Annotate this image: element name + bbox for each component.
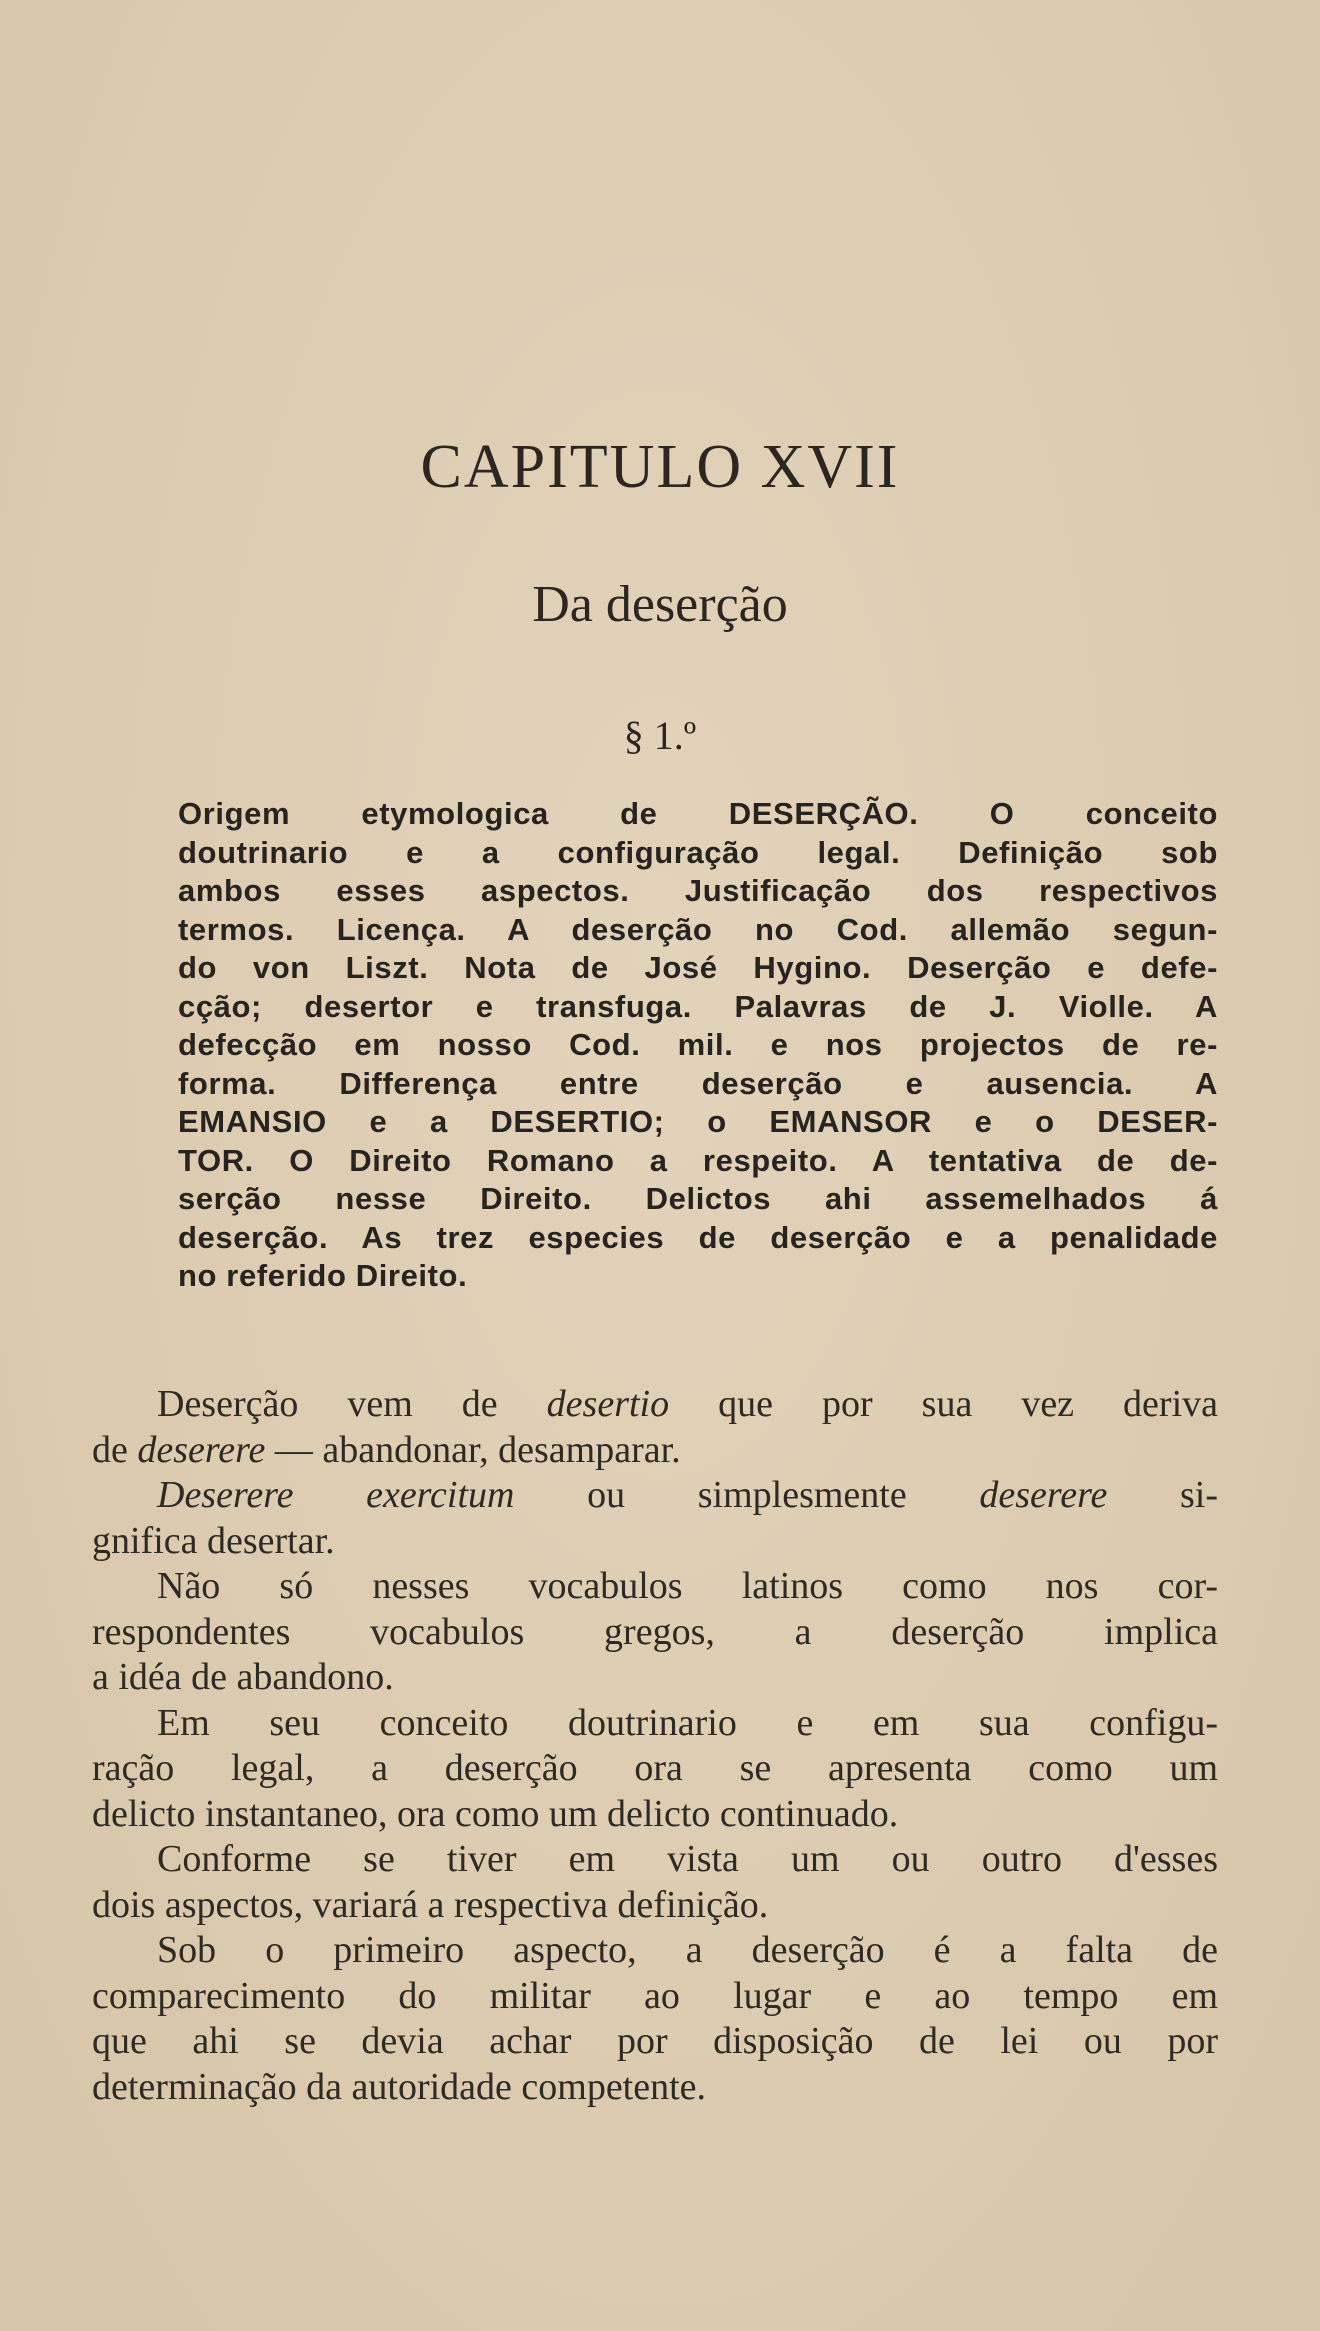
section-number: § 1.º (623, 713, 697, 758)
paragraph-2-line-1 (92, 1473, 1218, 1519)
paragraph-4-line-1: Em seu conceito doutrinario e em sua configu- (157, 1701, 1218, 1744)
paragraph-5-line-2: dois aspectos, variará a respectiva definição. (92, 1883, 769, 1926)
summary-line: serção nesse Direito. Delictos ahi assemelhados á (178, 1181, 1218, 1216)
paragraph-4-line-3: delicto instantaneo, ora como um delicto continuado. (92, 1792, 899, 1835)
paragraph-1-line-1 (92, 1382, 1218, 1428)
latin-term: deserere (137, 1428, 266, 1471)
paragraph-6-line-3: que ahi se devia achar por disposição de lei ou por (92, 2020, 1218, 2062)
body-text (92, 1382, 1218, 2110)
text-run: que por sua vez deriva (669, 1383, 1218, 1425)
summary-line: EMANSIO e a DESERTIO; o EMANSOR e o DESER- (178, 1104, 1218, 1139)
summary-line: do von Liszt. Nota de José Hygino. Deserção e defe- (178, 950, 1218, 985)
summary-line: termos. Licença. A deserção no Cod. allemão segun- (178, 911, 1218, 947)
text-run: Deserção vem de (157, 1383, 547, 1425)
chapter-summary (178, 795, 1218, 1296)
paragraph-3-line-1: Não só nesses vocabulos latinos como nos cor- (157, 1565, 1218, 1607)
summary-line: defecção em nosso Cod. mil. e nos projectos de re- (178, 1027, 1218, 1062)
paragraph-4-line-2: ração legal, a deserção ora se apresenta como um (92, 1747, 1218, 1789)
paragraph-2-line-2: gnifica desertar. (92, 1519, 335, 1562)
summary-line: Origem etymologica de DESERÇÃO. O conceito (178, 796, 1218, 831)
latin-term: Deserere exercitum (157, 1474, 515, 1516)
paragraph-3-line-3: a idéa de abandono. (92, 1656, 394, 1698)
latin-term: desertio (546, 1383, 670, 1425)
latin-term: deserere (979, 1474, 1108, 1516)
text-run: ou simplesmente (514, 1474, 980, 1516)
chapter-title: CAPITULO XVII (420, 433, 900, 501)
paragraph-6-line-4: determinação da autoridade competente. (92, 2065, 707, 2108)
summary-line: deserção. As trez especies de deserção e a penalidade (178, 1219, 1218, 1255)
summary-line: no referido Direito. (178, 1258, 468, 1293)
chapter-subtitle: Da deserção (532, 576, 788, 633)
text-run: — abandonar, desamparar. (265, 1428, 681, 1471)
paragraph-6-line-2: comparecimento do militar ao lugar e ao tempo em (92, 1974, 1218, 2017)
paragraph-3-line-2: respondentes vocabulos gregos, a deserção implica (92, 1610, 1218, 1653)
summary-line: TOR. O Direito Romano a respeito. A tentativa de de- (178, 1142, 1218, 1178)
summary-line: doutrinario e a configuração legal. Definição sob (178, 834, 1218, 870)
text-run: si- (1107, 1474, 1218, 1516)
summary-line: ambos esses aspectos. Justificação dos respectivos (178, 873, 1218, 908)
text-run: de (92, 1428, 138, 1471)
paragraph-1-line-2 (92, 1428, 1218, 1474)
summary-line: forma. Differença entre deserção e ausencia. A (178, 1065, 1218, 1101)
summary-line: cção; desertor e transfuga. Palavras de J. Violle. A (178, 988, 1218, 1024)
paragraph-6-line-1: Sob o primeiro aspecto, a deserção é a falta de (157, 1929, 1218, 1971)
paragraph-5-line-1: Conforme se tiver em vista um ou outro d'esses (157, 1838, 1218, 1880)
